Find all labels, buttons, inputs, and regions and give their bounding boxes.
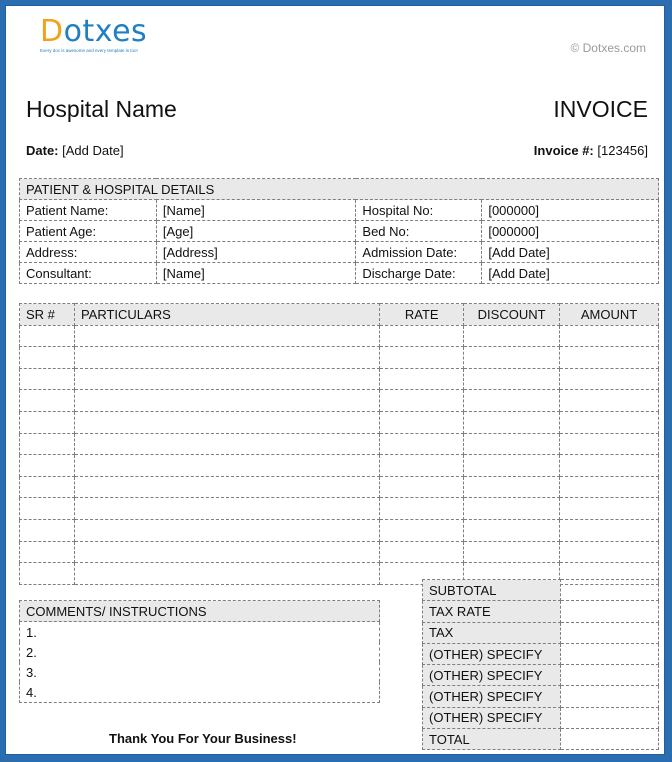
discount-cell bbox=[464, 325, 560, 347]
sr-cell bbox=[20, 390, 75, 412]
rate-cell bbox=[380, 541, 464, 563]
date-line bbox=[26, 143, 124, 158]
rate-cell bbox=[380, 325, 464, 347]
amount-cell bbox=[560, 347, 659, 369]
other-value bbox=[560, 665, 658, 686]
particulars-cell bbox=[74, 519, 379, 541]
particulars-header: PARTICULARS bbox=[74, 304, 379, 326]
details-row bbox=[20, 263, 659, 284]
rate-cell bbox=[380, 433, 464, 455]
details-heading-row bbox=[20, 179, 659, 200]
details-row bbox=[20, 242, 659, 263]
rate-cell bbox=[380, 368, 464, 390]
logo-wordmark: Dotxes bbox=[40, 14, 148, 49]
subtotal-value bbox=[560, 580, 658, 601]
discount-cell bbox=[464, 455, 560, 477]
date-value: [Add Date] bbox=[62, 143, 124, 158]
discount-cell bbox=[464, 541, 560, 563]
invoice-number-line bbox=[534, 143, 648, 158]
rate-header: RATE bbox=[380, 304, 464, 326]
sr-cell bbox=[20, 347, 75, 369]
copyright-text: © Dotxes.com bbox=[570, 41, 646, 55]
other-label: (OTHER) SPECIFY bbox=[423, 707, 561, 728]
sr-cell bbox=[20, 325, 75, 347]
amount-header: AMOUNT bbox=[560, 304, 659, 326]
comments-heading: COMMENTS/ INSTRUCTIONS bbox=[20, 601, 380, 622]
item-row bbox=[20, 433, 659, 455]
particulars-cell bbox=[74, 411, 379, 433]
amount-cell bbox=[560, 455, 659, 477]
item-row bbox=[20, 541, 659, 563]
discount-cell bbox=[464, 476, 560, 498]
thank-you-message: Thank You For Your Business! bbox=[109, 731, 297, 746]
item-row bbox=[20, 411, 659, 433]
line-items-table bbox=[19, 303, 659, 585]
subtotal-label: SUBTOTAL bbox=[423, 580, 561, 601]
logo-tagline: Every doc is awesome and every template is too! bbox=[40, 48, 138, 53]
sr-cell bbox=[20, 476, 75, 498]
sr-cell bbox=[20, 368, 75, 390]
tax-row bbox=[423, 622, 659, 643]
comment-line-1: 1. bbox=[20, 622, 380, 643]
item-row bbox=[20, 347, 659, 369]
rate-cell bbox=[380, 347, 464, 369]
rate-cell bbox=[380, 498, 464, 520]
total-row bbox=[423, 729, 659, 750]
particulars-cell bbox=[74, 455, 379, 477]
other-label: (OTHER) SPECIFY bbox=[423, 643, 561, 664]
details-row bbox=[20, 221, 659, 242]
rate-cell bbox=[380, 519, 464, 541]
amount-cell bbox=[560, 498, 659, 520]
discharge-date-label: Discharge Date: bbox=[356, 263, 482, 284]
tax-value bbox=[560, 622, 658, 643]
discount-header: DISCOUNT bbox=[464, 304, 560, 326]
discount-cell bbox=[464, 411, 560, 433]
item-row bbox=[20, 455, 659, 477]
comment-line-2: 2. bbox=[20, 642, 380, 662]
item-row bbox=[20, 390, 659, 412]
comment-line-4: 4. bbox=[20, 682, 380, 703]
address-label: Address: bbox=[20, 242, 157, 263]
tax-label: TAX bbox=[423, 622, 561, 643]
comment-line-3: 3. bbox=[20, 662, 380, 682]
consultant-value: [Name] bbox=[156, 263, 356, 284]
other-row bbox=[423, 665, 659, 686]
discount-cell bbox=[464, 519, 560, 541]
rate-cell bbox=[380, 390, 464, 412]
invoice-number-label: Invoice #: bbox=[533, 143, 594, 158]
other-row bbox=[423, 686, 659, 707]
items-header-row bbox=[20, 304, 659, 326]
subtotal-row bbox=[423, 580, 659, 601]
comment-line bbox=[20, 642, 380, 662]
sr-cell bbox=[20, 563, 75, 585]
address-value: [Address] bbox=[156, 242, 356, 263]
patient-name-value: [Name] bbox=[156, 200, 356, 221]
amount-cell bbox=[560, 541, 659, 563]
totals-table bbox=[422, 579, 659, 750]
hospital-no-label: Hospital No: bbox=[356, 200, 482, 221]
admission-date-value: [Add Date] bbox=[482, 242, 659, 263]
rate-cell bbox=[380, 411, 464, 433]
hospital-name: Hospital Name bbox=[26, 96, 177, 122]
other-value bbox=[560, 686, 658, 707]
date-label: Date: bbox=[26, 143, 59, 158]
item-row bbox=[20, 476, 659, 498]
patient-details-table bbox=[19, 178, 659, 284]
discount-cell bbox=[464, 390, 560, 412]
other-value bbox=[560, 707, 658, 728]
rate-cell bbox=[380, 476, 464, 498]
bed-no-label: Bed No: bbox=[356, 221, 482, 242]
particulars-cell bbox=[74, 563, 379, 585]
particulars-cell bbox=[74, 498, 379, 520]
amount-cell bbox=[560, 519, 659, 541]
invoice-title: INVOICE bbox=[553, 96, 648, 122]
comment-line bbox=[20, 622, 380, 643]
item-row bbox=[20, 368, 659, 390]
particulars-cell bbox=[74, 368, 379, 390]
invoice-sheet bbox=[5, 5, 665, 755]
sr-cell bbox=[20, 455, 75, 477]
sr-cell bbox=[20, 411, 75, 433]
amount-cell bbox=[560, 433, 659, 455]
sr-cell bbox=[20, 433, 75, 455]
particulars-cell bbox=[74, 390, 379, 412]
amount-cell bbox=[560, 325, 659, 347]
comment-line bbox=[20, 682, 380, 703]
other-row bbox=[423, 707, 659, 728]
amount-cell bbox=[560, 368, 659, 390]
other-label: (OTHER) SPECIFY bbox=[423, 686, 561, 707]
admission-date-label: Admission Date: bbox=[356, 242, 482, 263]
discount-cell bbox=[464, 368, 560, 390]
total-label: TOTAL bbox=[423, 729, 561, 750]
item-row bbox=[20, 519, 659, 541]
particulars-cell bbox=[74, 325, 379, 347]
bed-no-value: [000000] bbox=[482, 221, 659, 242]
particulars-cell bbox=[74, 347, 379, 369]
tax-rate-row bbox=[423, 601, 659, 622]
amount-cell bbox=[560, 476, 659, 498]
other-label: (OTHER) SPECIFY bbox=[423, 665, 561, 686]
tax-rate-value bbox=[560, 601, 658, 622]
patient-age-label: Patient Age: bbox=[20, 221, 157, 242]
discount-cell bbox=[464, 347, 560, 369]
discount-cell bbox=[464, 433, 560, 455]
particulars-cell bbox=[74, 433, 379, 455]
sr-cell bbox=[20, 519, 75, 541]
other-value bbox=[560, 643, 658, 664]
particulars-cell bbox=[74, 476, 379, 498]
comments-table bbox=[19, 600, 380, 703]
total-value bbox=[560, 729, 658, 750]
details-heading: PATIENT & HOSPITAL DETAILS bbox=[20, 179, 659, 200]
sr-cell bbox=[20, 541, 75, 563]
tax-rate-label: TAX RATE bbox=[423, 601, 561, 622]
consultant-label: Consultant: bbox=[20, 263, 157, 284]
sr-cell bbox=[20, 498, 75, 520]
comments-heading-row bbox=[20, 601, 380, 622]
comment-line bbox=[20, 662, 380, 682]
sr-header: SR # bbox=[20, 304, 75, 326]
amount-cell bbox=[560, 390, 659, 412]
other-row bbox=[423, 643, 659, 664]
patient-age-value: [Age] bbox=[156, 221, 356, 242]
invoice-number-value: [123456] bbox=[597, 143, 648, 158]
patient-name-label: Patient Name: bbox=[20, 200, 157, 221]
discharge-date-value: [Add Date] bbox=[482, 263, 659, 284]
discount-cell bbox=[464, 498, 560, 520]
details-row bbox=[20, 200, 659, 221]
item-row bbox=[20, 498, 659, 520]
hospital-no-value: [000000] bbox=[482, 200, 659, 221]
rate-cell bbox=[380, 455, 464, 477]
dotxes-logo bbox=[40, 14, 148, 53]
particulars-cell bbox=[74, 541, 379, 563]
amount-cell bbox=[560, 411, 659, 433]
item-row bbox=[20, 325, 659, 347]
